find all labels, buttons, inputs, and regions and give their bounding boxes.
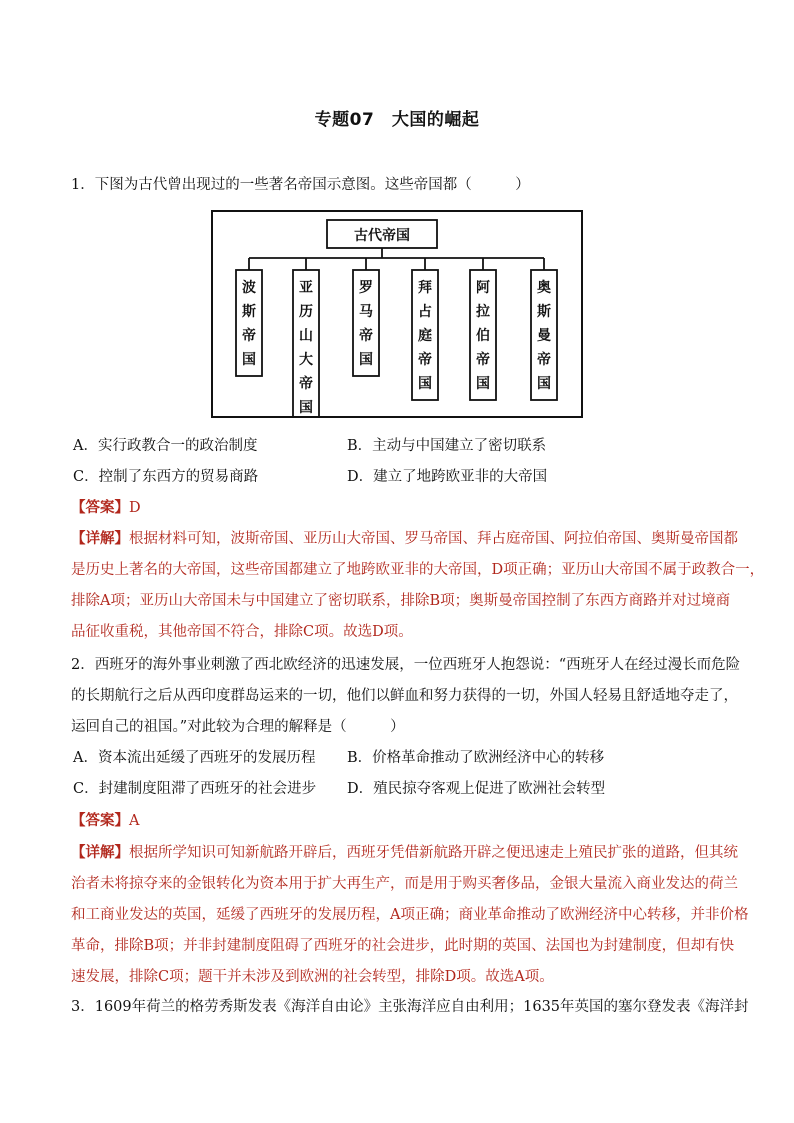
detail-text: 根据所学知识可知新航路开辟后，西班牙凭借新航路开辟之便迅速走上殖民扩张的道路，但其统 [129, 845, 738, 861]
empire-label: 拜占庭帝国 [418, 280, 432, 392]
q3-stem: 3．1609年荷兰的格劳秀斯发表《海洋自由论》主张海洋应自由利用；1635年英国的塞尔登发表《海洋封 [71, 999, 749, 1015]
q2-option-a: A．资本流出延缓了西班牙的发展历程 [73, 750, 316, 766]
q1-option-b: B．主动与中国建立了密切联系 [347, 438, 547, 454]
detail-label: 【详解】 [71, 530, 129, 547]
q2-option-b: B．价格革命推动了欧洲经济中心的转移 [347, 750, 605, 766]
detail-label: 【详解】 [71, 844, 129, 861]
page-title: 专题07 大国的崛起 [314, 110, 480, 130]
answer-value: D [129, 500, 141, 516]
q2-option-c: C．封建制度阻滞了西班牙的社会进步 [73, 781, 317, 797]
q2-detail-line-4: 革命，排除B项；并非封建制度阻碍了西班牙的社会进步，此时期的英国、法国也为封建制度，但却有快 [71, 938, 735, 954]
q1-option-c: C．控制了东西方的贸易商路 [73, 469, 259, 485]
diagram-root-label: 古代帝国 [354, 228, 410, 244]
q1-answer [71, 498, 731, 518]
empire-label: 阿拉伯帝国 [476, 280, 490, 392]
q1-option-a: A．实行政教合一的政治制度 [73, 438, 258, 454]
q1-stem: 1．下图为古代曾出现过的一些著名帝国示意图。这些帝国都（ ） [71, 177, 530, 193]
answer-value: A [129, 813, 140, 829]
q1-detail-line-3: 排除A项；亚历山大帝国未与中国建立了密切联系，排除B项；奥斯曼帝国控制了东西方商路并对过境商 [71, 593, 731, 609]
q2-stem-line-3: 运回自己的祖国。”对此较为合理的解释是（ ） [71, 719, 405, 735]
diagram-children [236, 258, 557, 418]
q2-detail-line-1 [71, 843, 738, 863]
empire-label: 亚历山大帝国 [299, 280, 313, 416]
q1-detail-line-4: 品征收重税，其他帝国不符合，排除C项。故选D项。 [71, 624, 413, 640]
empire-label: 波斯帝国 [242, 280, 256, 368]
answer-label: 【答案】 [71, 499, 129, 516]
q2-detail-line-5: 速发展，排除C项；题干并未涉及到欧洲的社会转型，排除D项。故选A项。 [71, 969, 554, 985]
q2-detail-line-2: 治者未将掠夺来的金银转化为资本用于扩大再生产，而是用于购买奢侈品，金银大量流入商业发达的荷兰 [71, 876, 738, 892]
q2-stem-line-2: 的长期航行之后从西印度群岛运来的一切，他们以鲜血和努力获得的一切，外国人轻易且舒适地夺走了， [71, 688, 738, 704]
q1-detail-line-2: 是历史上著名的大帝国，这些帝国都建立了地跨欧亚非的大帝国，D项正确；亚历山大帝国不属于政教合一， [71, 562, 765, 578]
q2-stem-line-1: 2．西班牙的海外事业刺激了西北欧经济的迅速发展，一位西班牙人抱怨说：“西班牙人在经过漫长而危险 [71, 657, 741, 673]
empire-label: 奥斯曼帝国 [537, 280, 551, 392]
q1-option-d: D．建立了地跨欧亚非的大帝国 [347, 469, 548, 485]
q2-answer [71, 811, 731, 831]
empire-diagram [211, 210, 583, 418]
q1-detail-line-1 [71, 529, 738, 549]
q2-detail-line-3: 和工商业发达的英国，延缓了西班牙的发展历程，A项正确；商业革命推动了欧洲经济中心转移，并非价格 [71, 907, 749, 923]
answer-label: 【答案】 [71, 812, 129, 829]
empire-label: 罗马帝国 [359, 280, 373, 368]
detail-text: 根据材料可知，波斯帝国、亚历山大帝国、罗马帝国、拜占庭帝国、阿拉伯帝国、奥斯曼帝国都 [129, 531, 738, 547]
q2-option-d: D．殖民掠夺客观上促进了欧洲社会转型 [347, 781, 606, 797]
